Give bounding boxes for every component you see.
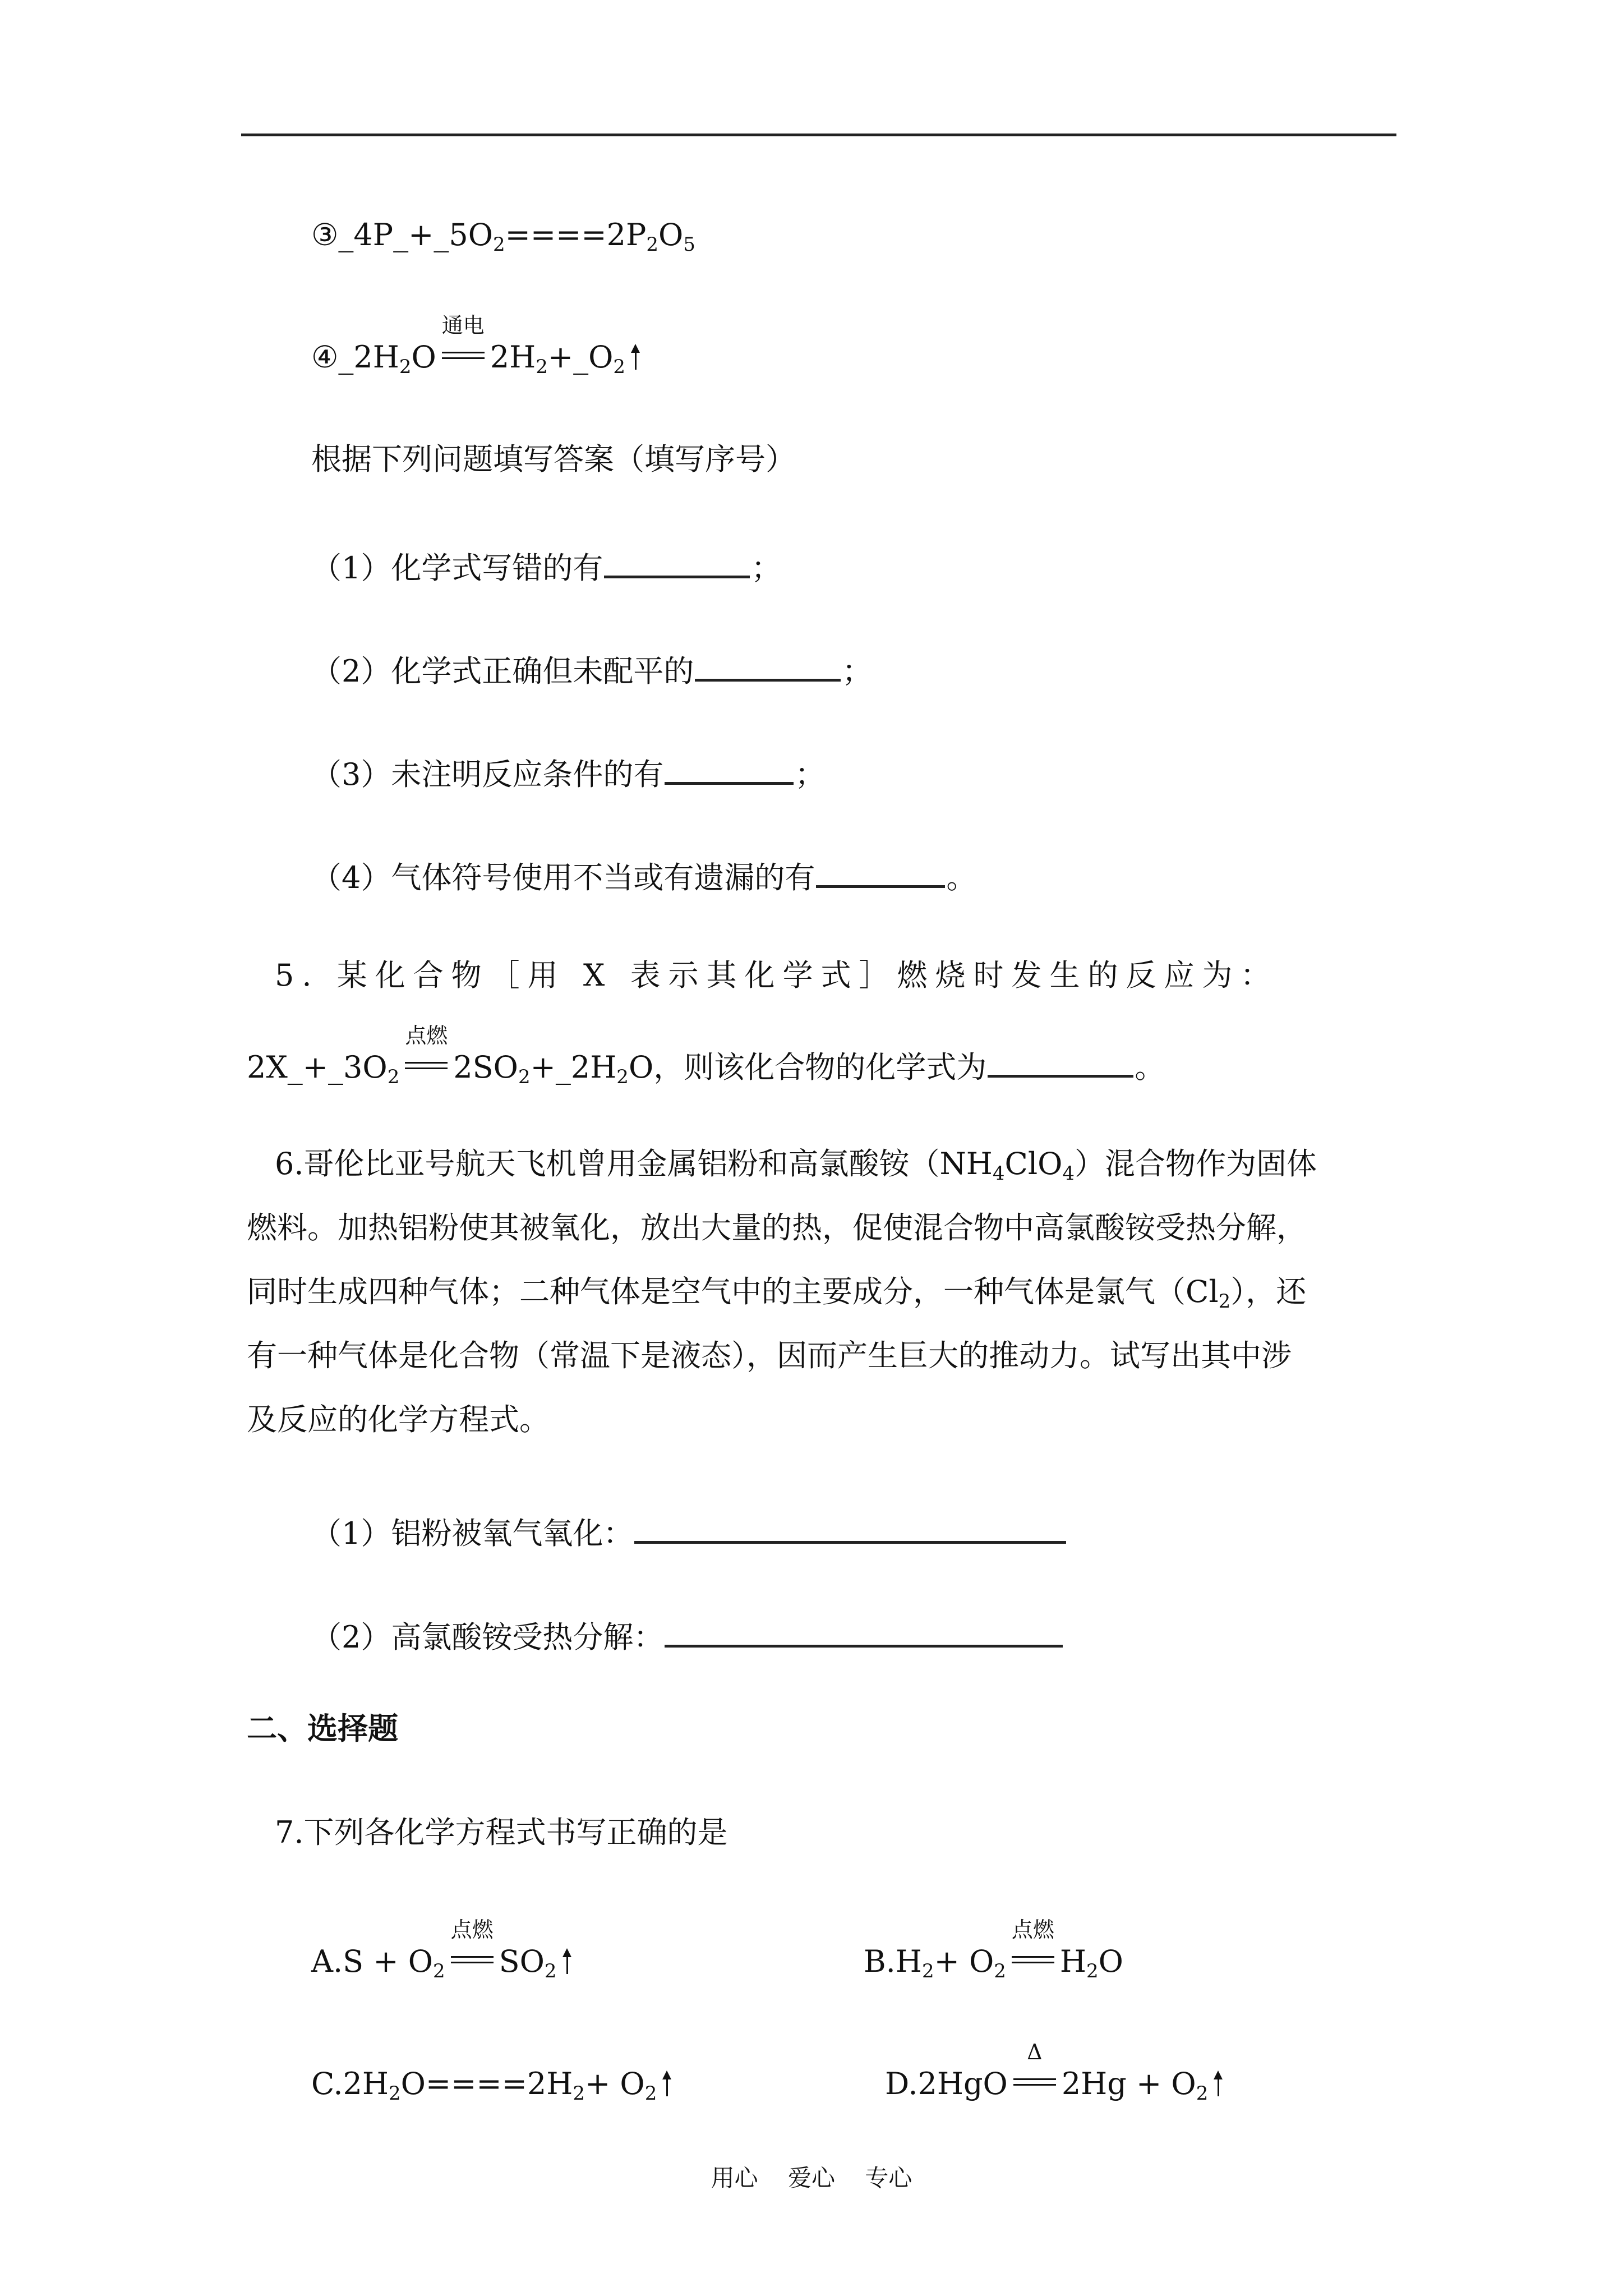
answer-blank[interactable]	[665, 1617, 1063, 1648]
problem-6-line2: 燃料。加热铝粉使其被氧化，放出大量的热，促使混合物中高氯酸铵受热分解，	[247, 1210, 1307, 1245]
answer-blank[interactable]	[665, 754, 794, 785]
gas-arrow-icon	[1212, 2070, 1224, 2096]
question-1: （1）化学式写错的有 ；	[311, 547, 781, 583]
reaction-condition-sign: 点燃	[448, 1948, 497, 1971]
answer-blank[interactable]	[604, 547, 750, 578]
answer-blank[interactable]	[816, 857, 945, 888]
problem-6-question-1: （1）铝粉被氧气氧化：	[311, 1513, 1067, 1549]
problem-6-line4: 有一种气体是化合物（常温下是液态），因而产生巨大的推动力。试写出其中涉	[247, 1338, 1292, 1373]
question-7-stem: 7.下列各化学方程式书写正确的是	[275, 1815, 728, 1850]
gas-arrow-icon	[661, 2070, 672, 2096]
answer-blank[interactable]	[695, 651, 841, 682]
problem-5-line1: 5. 某化合物［用 X 表示其化学式］燃烧时发生的反应为：	[275, 958, 1279, 993]
problem-5-line2: $2X\_+\_3O_2$ 点燃 $2SO_2+\_2H_2O$，则该化合物的化学式为 。	[247, 1023, 1165, 1088]
question-4: （4）气体符号使用不当或有遗漏的有 。	[311, 857, 976, 893]
problem-6-line1: 6.哥伦比亚号航天飞机曾用金属铝粉和高氯酸铵$(NH_4ClO_4)$混合物作为固体	[275, 1146, 1317, 1185]
section-heading: 二、选择题	[247, 1711, 398, 1746]
eq-number: ④	[311, 339, 339, 375]
page-footer: 用心 爱心 专心	[711, 2164, 912, 2192]
reaction-condition-sign: 点燃	[402, 1054, 451, 1076]
instruction: 根据下列问题填写答案（填写序号）	[311, 441, 796, 477]
equation-4: $④\_2H_2O$ 通电 $2H_2+\_O_2$	[311, 342, 641, 372]
option-b[interactable]: $B.H_2+ O_2$ 点燃 $H_2O$	[864, 1917, 1123, 1982]
option-d[interactable]: D.2HgO Δ $2Hg + O_2$	[885, 2069, 1224, 2099]
eq-number: ③	[311, 217, 339, 252]
answer-blank[interactable]	[988, 1047, 1133, 1078]
reaction-condition-sign: 点燃	[1008, 1948, 1058, 1971]
problem-6-line5: 及反应的化学方程式。	[247, 1402, 550, 1437]
reaction-condition-sign: Δ	[1010, 2070, 1059, 2093]
question-3: （3）未注明反应条件的有 ；	[311, 754, 825, 790]
problem-6-line3: 同时生成四种气体；二种气体是空气中的主要成分，一种气体是氯气$(Cl_2)$，还	[247, 1274, 1307, 1313]
question-2: （2）化学式正确但未配平的 ；	[311, 651, 872, 687]
gas-arrow-icon	[630, 344, 641, 370]
problem-6-question-2: （2）高氯酸铵受热分解：	[311, 1617, 1064, 1653]
answer-blank[interactable]	[634, 1513, 1066, 1544]
option-a[interactable]: $A.S + O_2$ 点燃 $SO_2$	[311, 1947, 573, 1977]
header-rule	[241, 134, 1396, 136]
equation-3: $③\_4P\_+\_5O_2====2P_2O_5$	[311, 217, 695, 256]
option-c[interactable]: $C.2H_2O====2H_2+ O_2$	[311, 2069, 672, 2099]
reaction-condition-sign: 通电	[439, 344, 488, 366]
gas-arrow-icon	[561, 1948, 573, 1974]
